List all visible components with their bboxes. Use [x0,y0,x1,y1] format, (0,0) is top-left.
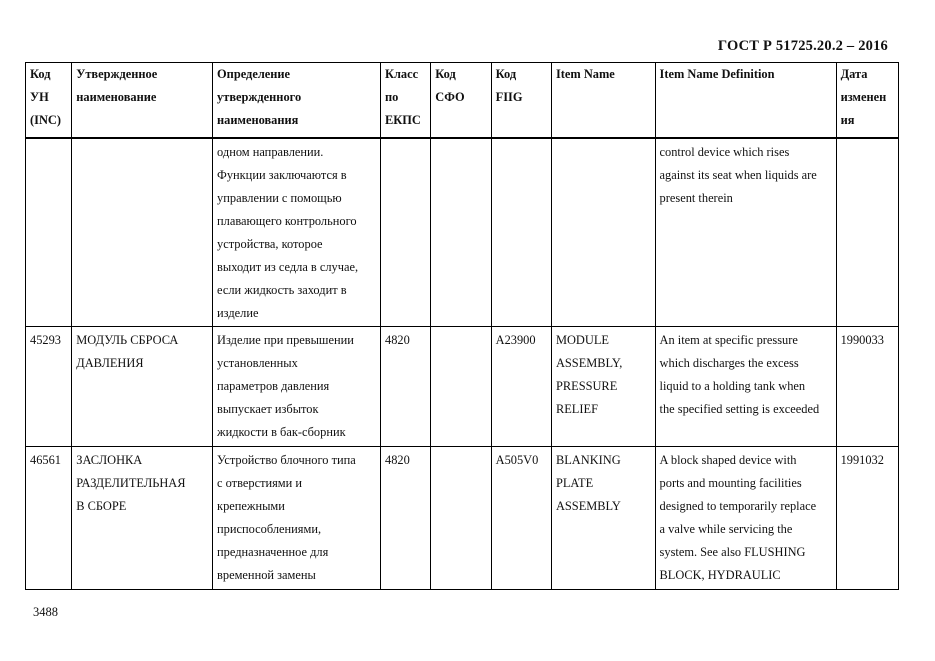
cell-sfo-code [431,327,491,447]
cell-text-line: 4820 [385,333,410,347]
column-header-item-name [551,63,655,138]
cell-text-line: предназначенное для [217,545,329,559]
column-header-fiig-code [491,63,551,138]
column-header-ekps-class [381,63,431,138]
cell-text-line: Утвержденное [76,67,158,81]
cell-item-name-definition [655,138,836,327]
cell-text-line: ЕКПС [385,113,421,127]
cell-text-line: устройства, которое [217,236,323,251]
cell-item-name-definition [655,327,836,447]
cell-inc-code [26,447,72,590]
cell-text-line: ДАВЛЕНИЯ [76,356,144,370]
cell-approved-name [72,447,213,590]
cell-text-line: An item at specific pressure [659,333,798,347]
cell-text-line: УН [30,90,49,104]
cell-text-line: ЗАСЛОНКА [76,453,143,467]
column-header-inc-code [26,63,72,138]
cell-text-line: СФО [435,90,465,104]
cell-text-line: present therein [659,190,733,205]
cell-text-line: Определение [217,67,291,81]
cell-text-line: Класс [385,67,419,81]
cell-ekps-class [381,138,431,327]
column-header-item-name-definition [655,63,836,138]
cell-text-line: ASSEMBLY [555,499,621,513]
cell-text-line: designed to temporarily replace [659,499,817,513]
cell-text-line: A505V0 [495,453,539,467]
cell-text-line: жидкости в бак-сборник [217,425,346,439]
cell-text-line: which discharges the excess [659,356,799,370]
cell-sfo-code [431,138,491,327]
cell-text-line: (INC) [30,113,61,127]
cell-text-line: Код [30,67,51,81]
cell-text-line: ASSEMBLY, [555,356,623,370]
cell-text-line: PRESSURE [555,379,618,393]
cell-text-line: крепежными [217,499,285,513]
cell-text-line: параметров давления [217,379,330,393]
cell-text-line: изделие [217,305,259,320]
cell-text-line: наименование [76,90,157,104]
cell-text-line: 45293 [30,333,61,347]
cell-text-line: утвержденного [217,90,302,104]
cell-text-line: 4820 [385,453,410,467]
table-row [26,447,899,590]
cell-text-line: ports and mounting facilities [659,476,802,490]
cell-text-line: 1991032 [840,453,884,467]
cell-text-line: В СБОРЕ [76,499,127,513]
cell-text-line: MODULE [555,333,609,347]
cell-item-name [551,138,655,327]
cell-text-line: наименования [217,113,299,127]
cell-sfo-code [431,447,491,590]
column-header-change-date [836,63,898,138]
table-row [26,327,899,447]
cell-item-name [551,327,655,447]
cell-change-date [836,138,898,327]
document-standard-header: ГОСТ Р 51725.20.2 – 2016 [717,38,888,54]
cell-inc-code [26,138,72,327]
cell-text-line: Item Name Definition [659,67,775,81]
cell-text-line: Код [435,67,456,81]
cell-text-line: ия [840,113,855,127]
cell-fiig-code [491,447,551,590]
cell-text-line: Функции заключаются в [217,167,347,182]
cell-change-date [836,327,898,447]
cell-text-line: РАЗДЕЛИТЕЛЬНАЯ [76,476,186,490]
cell-item-name-definition [655,447,836,590]
cell-text-line: against its seat when liquids are [659,167,817,182]
cell-text-line: 46561 [30,453,61,467]
cell-text-line: Дата [840,67,868,81]
cell-text-line: одном направлении. [217,144,324,159]
cell-text-line: временной замены [217,568,316,582]
cell-inc-code [26,327,72,447]
cell-text-line: 1990033 [840,333,884,347]
cell-change-date [836,447,898,590]
cell-text-line: A block shaped device with [659,453,797,467]
cell-ekps-class [381,327,431,447]
cell-text-line: управлении с помощью [217,190,342,205]
cell-text-line: RELIEF [555,402,598,416]
cell-name-definition [213,447,381,590]
catalog-table [25,62,899,590]
page-number: 3488 [33,605,58,619]
cell-text-line: BLANKING [555,453,621,467]
cell-text-line: Устройство блочного типа [217,453,356,467]
cell-text-line: с отверстиями и [217,476,303,490]
cell-text-line: BLOCK, HYDRAULIC [659,568,781,582]
cell-text-line: приспособлениями, [217,522,322,536]
cell-text-line: the specified setting is exceeded [659,402,820,416]
cell-text-line: system. See also FLUSHING [659,545,806,559]
cell-text-line: liquid to a holding tank when [659,379,806,393]
cell-text-line: a valve while servicing the [659,522,793,536]
cell-text-line: выпускает избыток [217,402,319,416]
cell-fiig-code [491,138,551,327]
cell-text-line: A23900 [495,333,536,347]
column-header-sfo-code [431,63,491,138]
cell-name-definition [213,327,381,447]
column-header-name-definition [213,63,381,138]
cell-name-definition [213,138,381,327]
cell-ekps-class [381,447,431,590]
cell-text-line: Изделие при превышении [217,333,354,347]
cell-text-line: control device which rises [659,144,790,159]
cell-text-line: плавающего контрольного [217,213,357,228]
cell-text-line: по [385,90,399,104]
cell-text-line: PLATE [555,476,594,490]
cell-fiig-code [491,327,551,447]
cell-text-line: Код [495,67,517,81]
cell-text-line: выходит из седла в случае, [217,259,359,274]
cell-text-line: Item Name [555,67,615,81]
cell-approved-name [72,138,213,327]
cell-approved-name [72,327,213,447]
cell-text-line: изменен [840,90,887,104]
cell-text-line: МОДУЛЬ СБРОСА [76,333,179,347]
cell-text-line: если жидкость заходит в [217,282,347,297]
cell-text-line: установленных [217,356,298,370]
cell-item-name [551,447,655,590]
cell-text-line: FIIG [495,90,523,104]
column-header-approved-name [72,63,213,138]
table-row [26,138,899,327]
table-header-row [26,63,899,138]
